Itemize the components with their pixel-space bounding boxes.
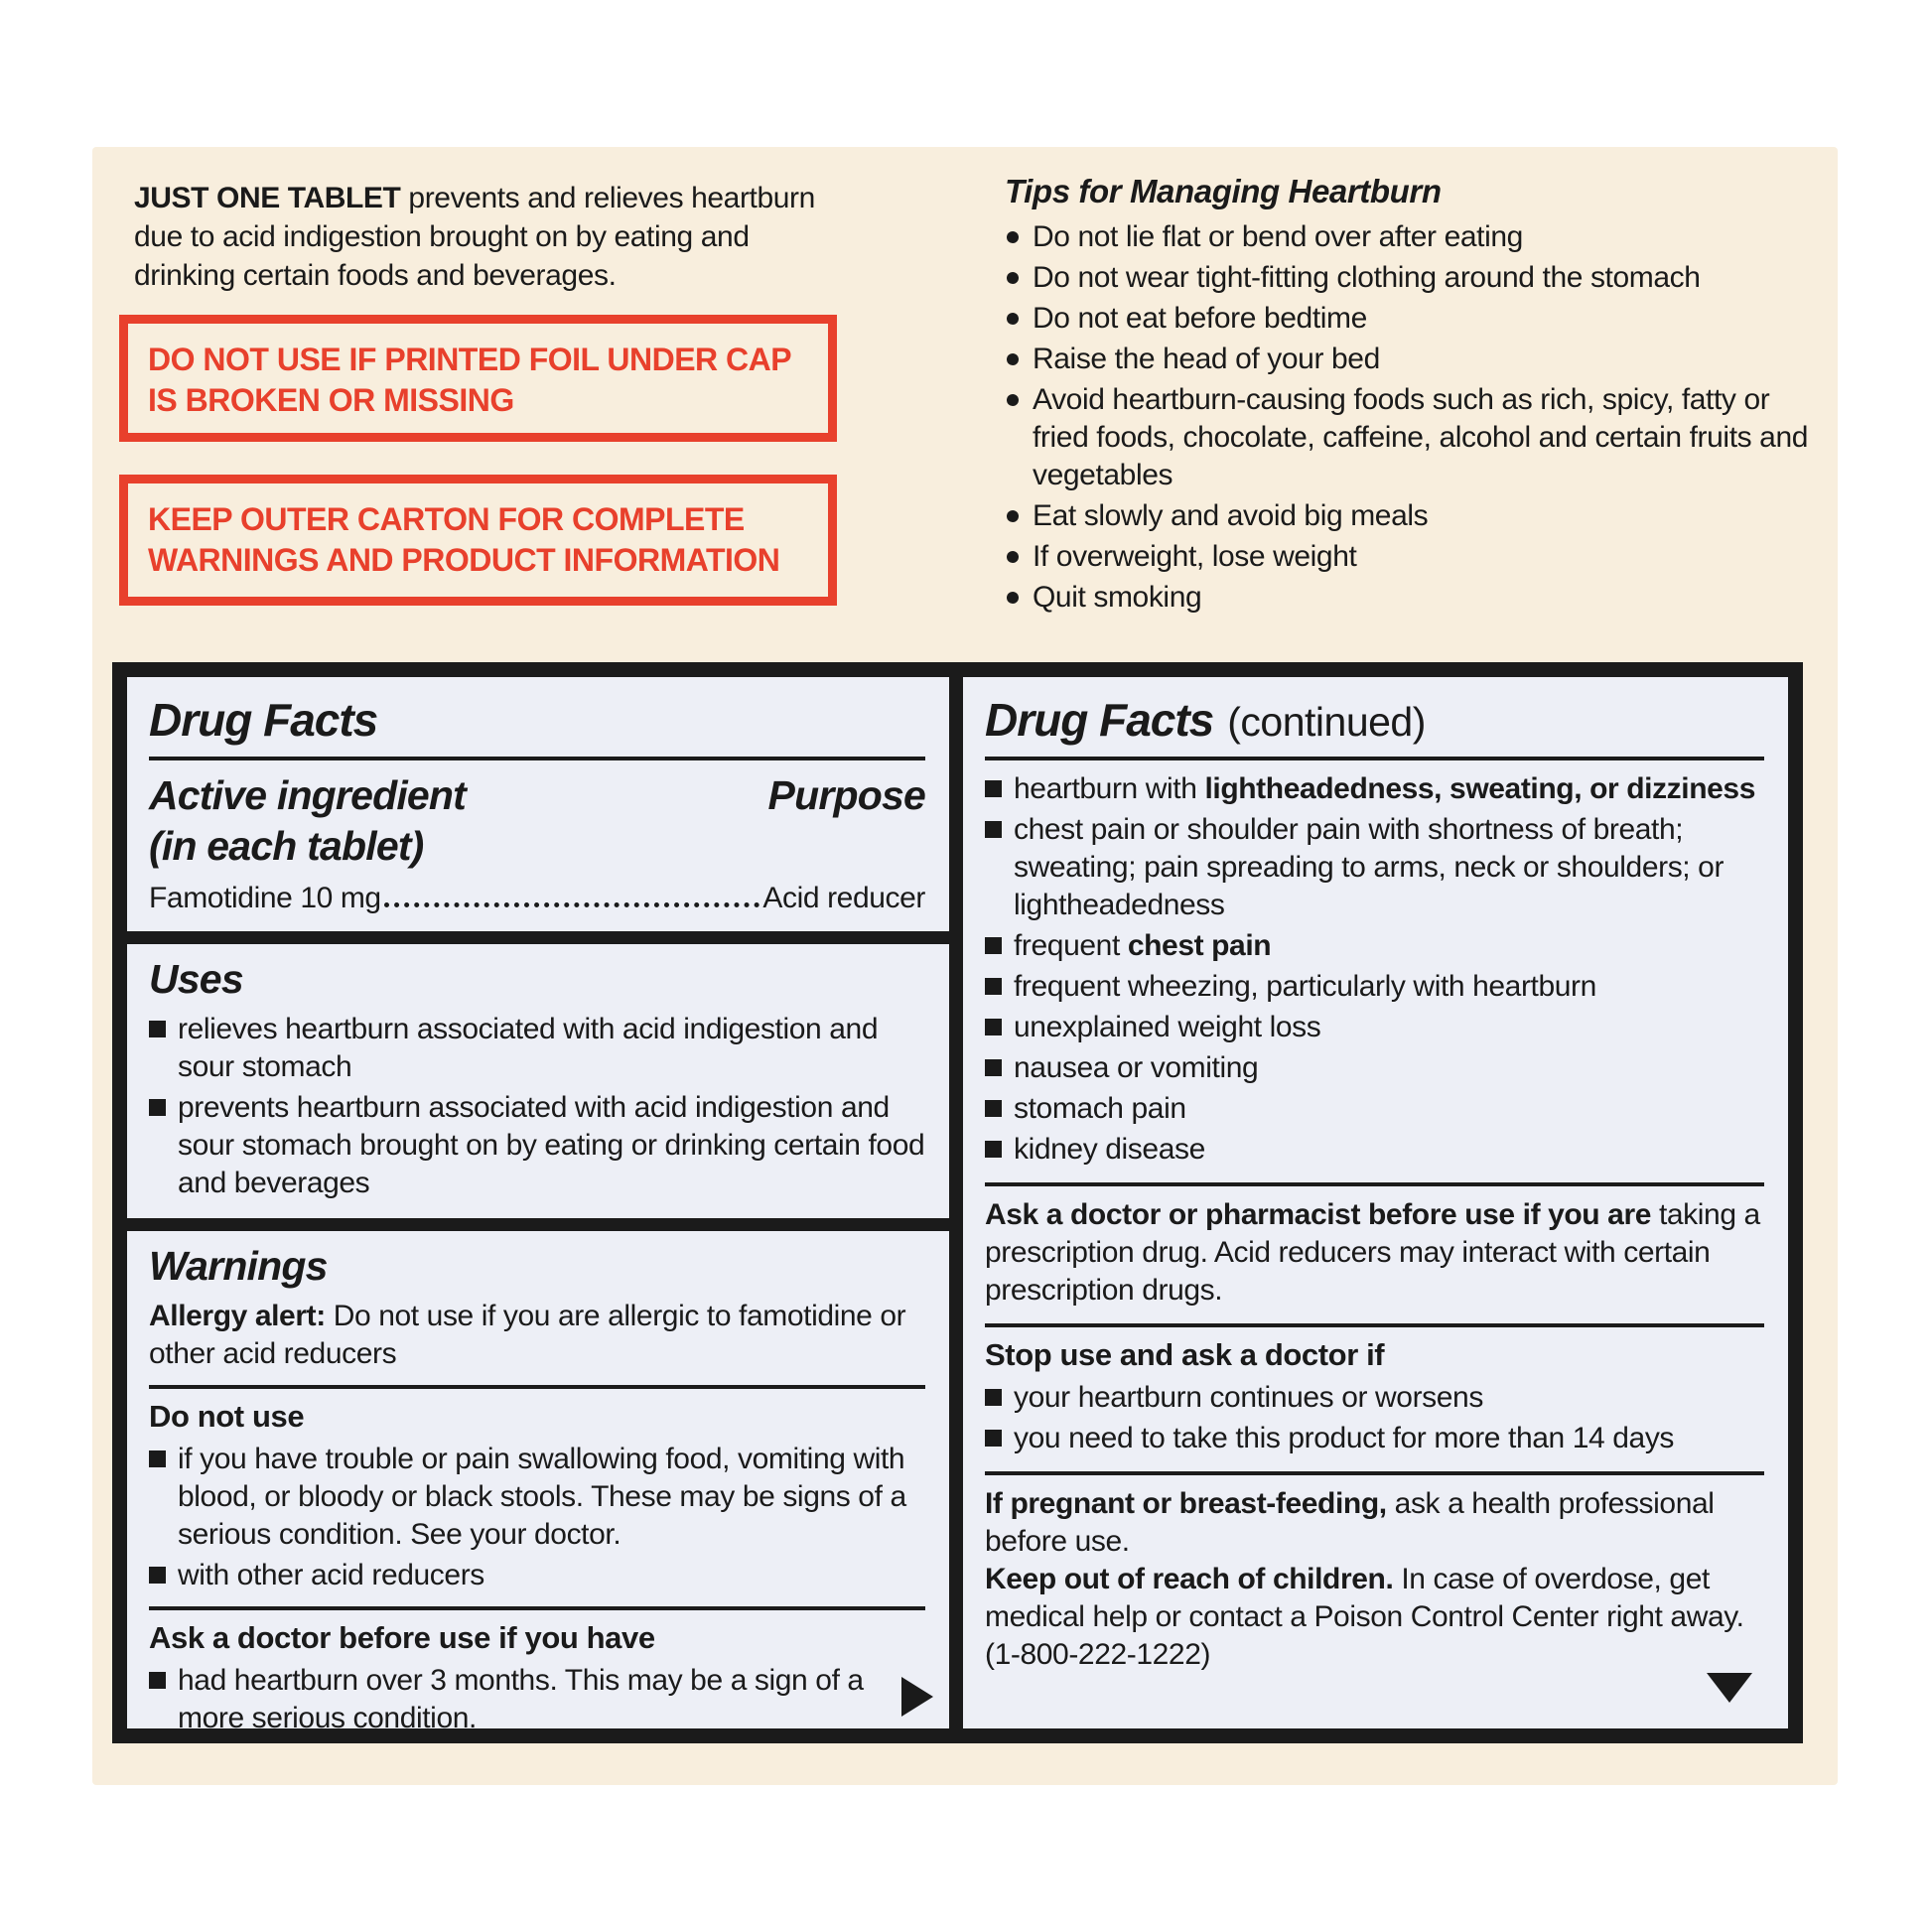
list-item-text: your heartburn continues or worsens [1014, 1381, 1483, 1414]
rule [149, 1606, 925, 1610]
medicine-label [92, 147, 1838, 1785]
drug-facts-title: Drug Facts [149, 694, 378, 746]
active-ingredient-heading-row [149, 770, 925, 821]
bullet-square-icon [149, 1672, 166, 1689]
list-item [985, 1090, 1764, 1128]
list-item [149, 1441, 925, 1554]
list-item-text: kidney disease [1014, 1133, 1205, 1166]
foil-warning-box [119, 315, 837, 442]
uses-title: Uses [149, 956, 243, 1002]
list-item-text: Do not lie flat or bend over after eating [1033, 220, 1523, 253]
list-item-text: If overweight, lose weight [1033, 540, 1357, 573]
list-item-text: stomach pain [1014, 1092, 1186, 1125]
list-item [985, 968, 1764, 1006]
ask-doctor-heading: Ask a doctor before use if you have [149, 1620, 655, 1655]
tips-list [1005, 218, 1819, 617]
carton-warning-text: KEEP OUTER CARTON FOR COMPLETE WARNINGS AND PRODUCT INFORMATION [148, 501, 780, 578]
bullet-dot-icon [1007, 394, 1019, 406]
list-item [985, 770, 1764, 808]
drug-facts-title: Drug Facts [985, 694, 1214, 746]
foil-warning-text: DO NOT USE IF PRINTED FOIL UNDER CAP IS BROKEN OR MISSING [148, 342, 791, 418]
tips-title: Tips for Managing Heartburn [1005, 173, 1442, 209]
bullet-square-icon [149, 1567, 166, 1584]
list-item-text: Quit smoking [1033, 581, 1202, 614]
bullet-square-icon [985, 1430, 1002, 1447]
list-item [985, 811, 1764, 924]
intro-lead: JUST ONE TABLET [134, 182, 401, 214]
bullet-square-icon [985, 978, 1002, 995]
list-item-text: if you have trouble or pain swallowing food, vomiting with blood, or bloody or black stools. These may be signs of a serious condition. See your doctor. [178, 1443, 906, 1551]
tips-section [1005, 173, 1819, 620]
active-ingredient-heading: Active ingredient [149, 772, 467, 818]
bullet-square-icon [985, 1019, 1002, 1035]
list-item [149, 1662, 925, 1737]
list-item [149, 1089, 925, 1202]
list-item-text: Eat slowly and avoid big meals [1033, 499, 1429, 532]
allergy-alert [149, 1298, 925, 1373]
rule [149, 757, 925, 760]
ask-pharmacist-paragraph [985, 1196, 1764, 1310]
warnings-title: Warnings [149, 1243, 328, 1289]
stop-use-heading: Stop use and ask a doctor if [985, 1337, 1385, 1372]
list-item-text: frequent chest pain [1014, 929, 1272, 962]
uses-list [149, 1011, 925, 1202]
list-item [985, 1379, 1764, 1417]
list-item [1005, 300, 1819, 338]
bullet-dot-icon [1007, 353, 1019, 365]
ingredient-purpose: Acid reducer [762, 882, 925, 914]
active-ingredient-subheading: (in each tablet) [149, 823, 424, 869]
list-item-text: you need to take this product for more than 14 days [1014, 1422, 1675, 1454]
ask-pharmacist-lead: Ask a doctor or pharmacist before use if you are [985, 1198, 1652, 1231]
bullet-dot-icon [1007, 313, 1019, 325]
list-item-text: unexplained weight loss [1014, 1011, 1321, 1043]
list-item [1005, 341, 1819, 378]
pregnant-lead: If pregnant or breast-feeding, [985, 1487, 1387, 1520]
bullet-square-icon [985, 1100, 1002, 1117]
dotted-leader [384, 902, 760, 907]
list-item [149, 1011, 925, 1086]
allergy-alert-label: Allergy alert: [149, 1300, 326, 1332]
list-item [985, 927, 1764, 965]
bullet-square-icon [985, 1141, 1002, 1158]
ask-doctor-list [149, 1662, 925, 1737]
list-item-text: chest pain or shoulder pain with shortness of breath; sweating; pain spreading to arms, neck or shoulders; or lightheadedness [1014, 813, 1725, 921]
intro-paragraph [134, 179, 834, 295]
ingredient-row [149, 882, 925, 915]
stop-use-list [985, 1379, 1764, 1457]
list-item-text: relieves heartburn associated with acid indigestion and sour stomach [178, 1013, 879, 1083]
drug-facts-panel [112, 662, 1803, 1743]
bullet-square-icon [985, 1389, 1002, 1406]
drug-facts-left-column [127, 677, 949, 1734]
symptom-list [985, 770, 1764, 1169]
list-item [985, 1049, 1764, 1087]
bullet-square-icon [149, 1021, 166, 1037]
rule [149, 1385, 925, 1389]
rule [985, 1471, 1764, 1475]
drug-facts-continued-title-row [985, 693, 1764, 747]
bullet-dot-icon [1007, 592, 1019, 604]
drug-facts-right-column [963, 677, 1788, 1728]
rule [985, 757, 1764, 760]
continued-right-arrow-icon [901, 1677, 933, 1717]
bullet-dot-icon [1007, 510, 1019, 522]
list-item [1005, 538, 1819, 576]
pregnant-paragraph [985, 1485, 1764, 1561]
list-item-text: prevents heartburn associated with acid indigestion and sour stomach brought on by eating or drinking certain food and beverages [178, 1091, 925, 1199]
bullet-dot-icon [1007, 231, 1019, 243]
list-item-text: nausea or vomiting [1014, 1051, 1259, 1084]
bullet-square-icon [985, 821, 1002, 838]
column-divider [949, 677, 963, 1728]
bullet-square-icon [985, 937, 1002, 954]
purpose-heading: Purpose [767, 772, 925, 818]
list-item [1005, 259, 1819, 297]
bullet-dot-icon [1007, 551, 1019, 563]
children-lead: Keep out of reach of children. [985, 1563, 1394, 1595]
ingredient-name: Famotidine 10 mg [149, 882, 381, 914]
pregnant-text: ask a health professional before use. [985, 1487, 1715, 1558]
allergy-alert-text: Do not use if you are allergic to famotidine or other acid reducers [149, 1300, 906, 1370]
list-item-text: frequent wheezing, particularly with heartburn [1014, 970, 1596, 1003]
list-item [1005, 381, 1819, 494]
list-item-text: Do not eat before bedtime [1033, 302, 1367, 335]
bullet-square-icon [149, 1450, 166, 1467]
list-item [1005, 579, 1819, 617]
bullet-square-icon [985, 780, 1002, 797]
list-item-text: Raise the head of your bed [1033, 343, 1380, 375]
list-item [985, 1131, 1764, 1169]
rule [985, 1182, 1764, 1186]
continued-down-arrow-icon [1707, 1673, 1752, 1703]
children-paragraph [985, 1561, 1764, 1674]
rule [985, 1323, 1764, 1327]
section-bar [127, 1218, 949, 1231]
continued-suffix: (continued) [1227, 699, 1426, 745]
list-item [1005, 497, 1819, 535]
list-item [149, 1557, 925, 1594]
carton-warning-box [119, 475, 837, 606]
list-item-text: Avoid heartburn-causing foods such as rich, spicy, fatty or fried foods, chocolate, caffeine, alcohol and certain fruits and vegetables [1033, 383, 1809, 491]
section-bar [127, 931, 949, 944]
do-not-use-list [149, 1441, 925, 1594]
intro-text: prevents and relieves heartburn due to acid indigestion brought on by eating and drinking certain foods and beverages. [134, 182, 815, 292]
list-item-text: with other acid reducers [178, 1559, 484, 1591]
children-text: In case of overdose, get medical help or contact a Poison Control Center right away. (1-800-222-1222) [985, 1563, 1744, 1671]
bullet-square-icon [149, 1099, 166, 1116]
list-item [985, 1009, 1764, 1046]
list-item [985, 1420, 1764, 1457]
list-item-text: heartburn with lightheadedness, sweating, or dizziness [1014, 772, 1755, 805]
do-not-use-heading: Do not use [149, 1399, 305, 1434]
bullet-square-icon [985, 1059, 1002, 1076]
list-item [1005, 218, 1819, 256]
list-item-text: Do not wear tight-fitting clothing around the stomach [1033, 261, 1701, 294]
list-item-text: had heartburn over 3 months. This may be a sign of a more serious condition. [178, 1664, 864, 1734]
ask-pharmacist-text: taking a prescription drug. Acid reducers may interact with certain prescription drugs. [985, 1198, 1760, 1307]
bullet-dot-icon [1007, 272, 1019, 284]
